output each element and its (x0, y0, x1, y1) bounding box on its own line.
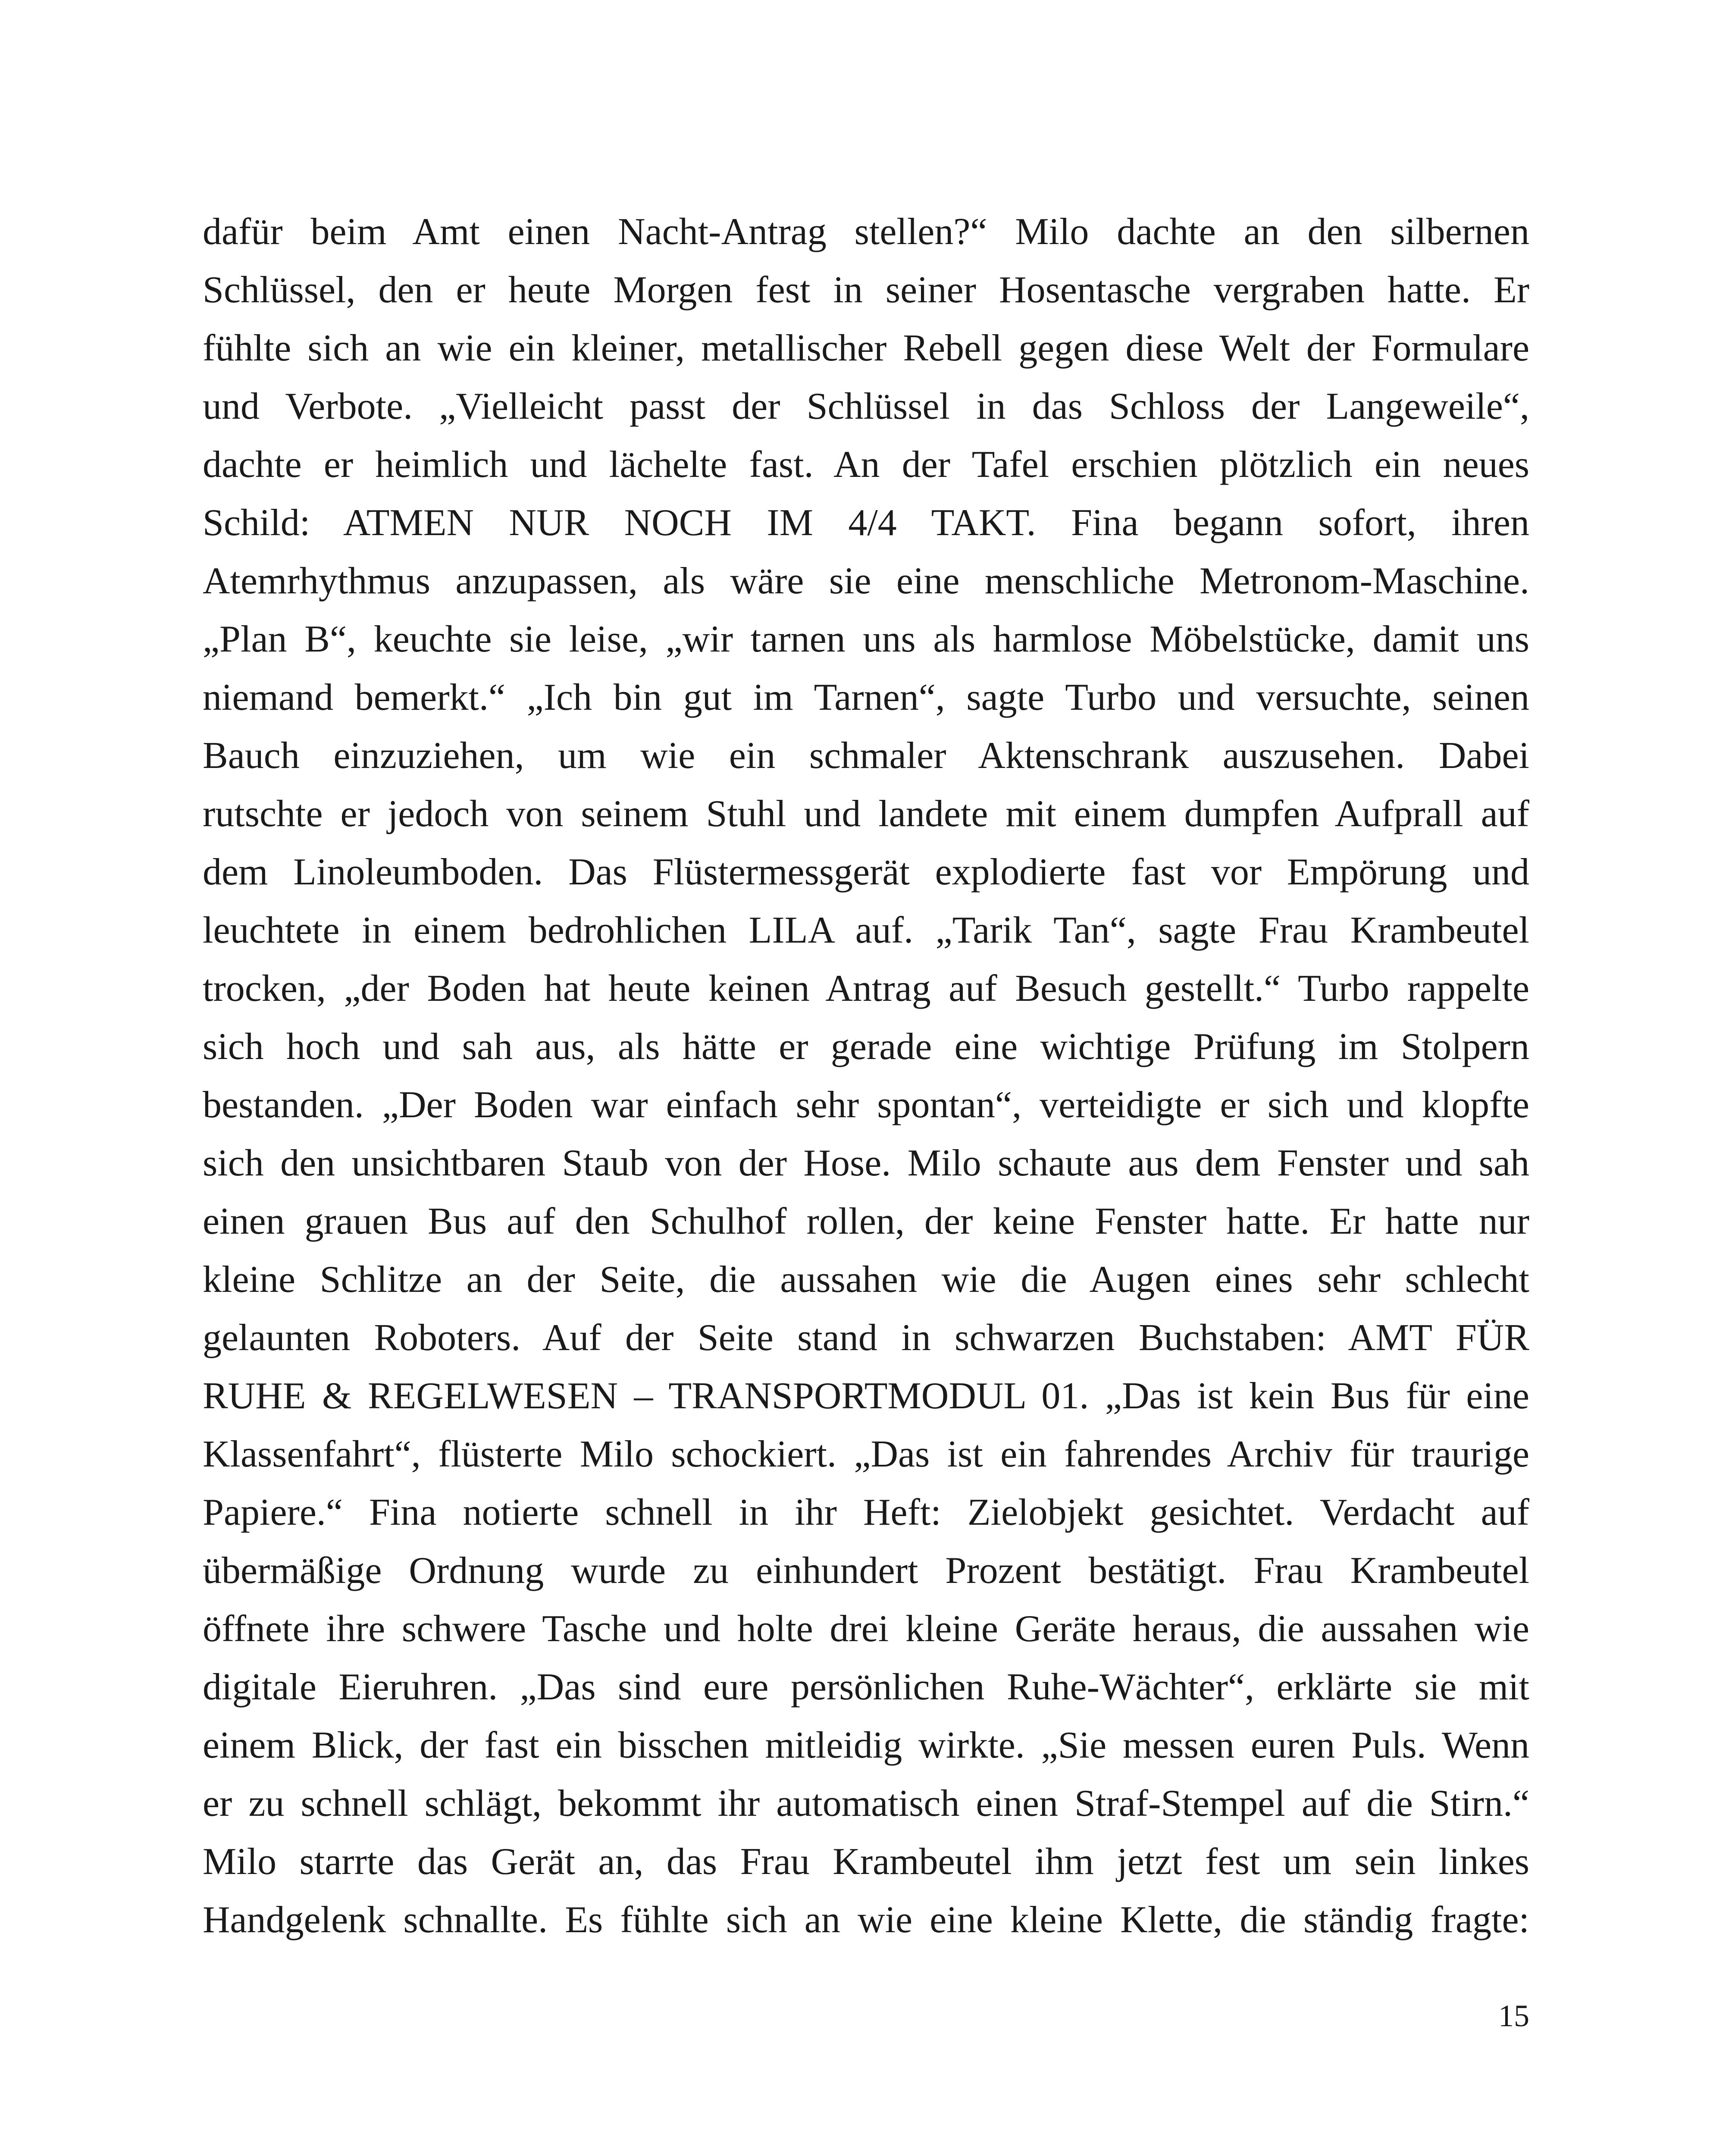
text-line: Handgelenk schnallte. Es fühlte sich an wie eine kleine Klette, die ständig fragte: (203, 1899, 1529, 1941)
text-line: „Plan B“, keuchte sie leise, „wir tarnen uns als harmlose Möbelstücke, damit uns (203, 618, 1529, 660)
text-line: dem Linoleumboden. Das Flüstermessgerät explodierte fast vor Empörung und (203, 851, 1529, 893)
text-line: Bauch einzuziehen, um wie ein schmaler Aktenschrank auszusehen. Dabei (203, 735, 1529, 777)
text-line: öffnete ihre schwere Tasche und holte drei kleine Geräte heraus, die aussahen wie (203, 1608, 1529, 1650)
text-line: bestanden. „Der Boden war einfach sehr spontan“, verteidigte er sich und klopfte (203, 1084, 1529, 1126)
text-line: kleine Schlitze an der Seite, die aussahen wie die Augen eines sehr schlecht (203, 1259, 1529, 1300)
text-line: sich den unsichtbaren Staub von der Hose. Milo schaute aus dem Fenster und sah (203, 1142, 1529, 1184)
text-line: digitale Eieruhren. „Das sind eure persönlichen Ruhe-Wächter“, erklärte sie mit (203, 1666, 1529, 1708)
text-line: RUHE & REGELWESEN – TRANSPORTMODUL 01. „Das ist kein Bus für eine (203, 1375, 1529, 1417)
text-line: übermäßige Ordnung wurde zu einhundert Prozent bestätigt. Frau Krambeutel (203, 1550, 1529, 1592)
text-line: Klassenfahrt“, flüsterte Milo schockiert. „Das ist ein fahrendes Archiv für traurige (203, 1433, 1529, 1475)
text-line: niemand bemerkt.“ „Ich bin gut im Tarnen“, sagte Turbo und versuchte, seinen (203, 677, 1529, 718)
text-line: er zu schnell schlägt, bekommt ihr automatisch einen Straf-Stempel auf die Stirn.“ (203, 1783, 1529, 1824)
text-line: Atemrhythmus anzupassen, als wäre sie eine menschliche Metronom-Maschine. (203, 560, 1529, 602)
text-line: Papiere.“ Fina notierte schnell in ihr Heft: Zielobjekt gesichtet. Verdacht auf (203, 1492, 1529, 1533)
text-line: Schlüssel, den er heute Morgen fest in seiner Hosentasche vergraben hatte. Er (203, 269, 1529, 311)
text-line: dachte er heimlich und lächelte fast. An der Tafel erschien plötzlich ein neues (203, 444, 1529, 486)
text-line: Milo starrte das Gerät an, das Frau Krambeutel ihm jetzt fest um sein linkes (203, 1841, 1529, 1883)
text-line: fühlte sich an wie ein kleiner, metallischer Rebell gegen diese Welt der Formulare (203, 327, 1529, 369)
body-text (203, 203, 1529, 1949)
text-line: einen grauen Bus auf den Schulhof rollen, der keine Fenster hatte. Er hatte nur (203, 1200, 1529, 1242)
text-line: rutschte er jedoch von seinem Stuhl und landete mit einem dumpfen Aufprall auf (203, 793, 1529, 835)
text-line: sich hoch und sah aus, als hätte er gerade eine wichtige Prüfung im Stolpern (203, 1026, 1529, 1068)
text-line: trocken, „der Boden hat heute keinen Antrag auf Besuch gestellt.“ Turbo rappelte (203, 968, 1529, 1009)
text-line: Schild: ATMEN NUR NOCH IM 4/4 TAKT. Fina begann sofort, ihren (203, 502, 1529, 544)
text-line: und Verbote. „Vielleicht passt der Schlüssel in das Schloss der Langeweile“, (203, 385, 1529, 427)
page-number: 15 (1498, 1999, 1529, 2033)
text-line: gelaunten Roboters. Auf der Seite stand in schwarzen Buchstaben: AMT FÜR (203, 1317, 1529, 1359)
text-line: dafür beim Amt einen Nacht-Antrag stellen?“ Milo dachte an den silbernen (203, 211, 1529, 253)
text-line: einem Blick, der fast ein bisschen mitleidig wirkte. „Sie messen euren Puls. Wenn (203, 1724, 1529, 1766)
text-line: leuchtete in einem bedrohlichen LILA auf. „Tarik Tan“, sagte Frau Krambeutel (203, 909, 1529, 951)
